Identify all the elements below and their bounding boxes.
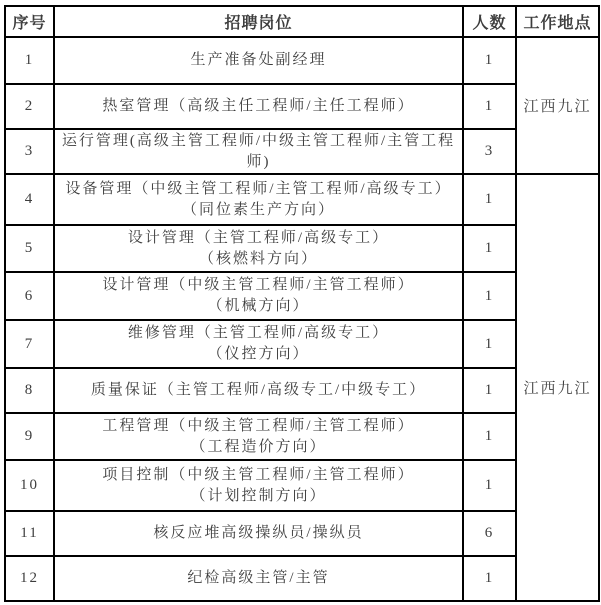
position-line: （工程造价方向）: [190, 438, 327, 455]
table-row: [5, 556, 599, 601]
row-number: 2: [5, 84, 54, 129]
position-cell: [54, 320, 463, 368]
position-cell: [54, 413, 463, 460]
position-line: （机械方向）: [207, 298, 310, 314]
header-cell-position: 招聘岗位: [54, 6, 463, 37]
headcount-cell: 1: [463, 272, 516, 320]
headcount-cell: 6: [463, 511, 516, 556]
row-number: 1: [5, 37, 54, 84]
headcount-cell: 1: [463, 84, 516, 129]
position-cell: [54, 129, 463, 174]
position-line: 核反应堆高级操纵员/操纵员: [153, 525, 364, 541]
headcount-cell: 1: [463, 460, 516, 511]
position-cell: [54, 460, 463, 511]
position-line: 设计管理（主管工程师/高级专工）: [127, 229, 390, 246]
headcount-cell: 1: [463, 368, 516, 413]
table-header-row: [5, 6, 599, 37]
position-line: 运行管理(高级主管工程师/中级主管工程师/主管工程师): [61, 132, 456, 170]
table-row: [5, 129, 599, 174]
row-number: 10: [5, 460, 54, 511]
row-number: 6: [5, 272, 54, 320]
position-line: 热室管理（高级主任工程师/主任工程师）: [102, 98, 415, 114]
header-cell-location: 工作地点: [516, 6, 599, 37]
row-number: 8: [5, 368, 54, 413]
position-line: 质量保证（主管工程师/高级专工/中级专工）: [90, 382, 427, 398]
header-cell-no: 序号: [5, 6, 54, 37]
position-cell: [54, 84, 463, 129]
position-cell: [54, 174, 463, 225]
row-number: 9: [5, 413, 54, 460]
table-row: [5, 272, 599, 320]
position-line: （同位素生产方向）: [181, 201, 335, 218]
headcount-cell: 1: [463, 556, 516, 601]
position-cell: [54, 556, 463, 601]
headcount-cell: 3: [463, 129, 516, 174]
table-row: [5, 37, 599, 84]
position-cell: [54, 225, 463, 272]
headcount-cell: 1: [463, 320, 516, 368]
table-row: [5, 511, 599, 556]
position-line: 维修管理（主管工程师/高级专工）: [127, 325, 390, 341]
table-row: [5, 320, 599, 368]
table-row: [5, 413, 599, 460]
table-row: [5, 225, 599, 272]
position-line: （计划控制方向）: [190, 487, 327, 504]
position-line: （仪控方向）: [207, 346, 310, 362]
row-number: 5: [5, 225, 54, 272]
table-row: [5, 84, 599, 129]
position-line: 项目控制（中级主管工程师/主管工程师）: [102, 466, 415, 483]
row-number: 12: [5, 556, 54, 601]
location-cell: 江西九江: [516, 174, 599, 601]
row-number: 3: [5, 129, 54, 174]
row-number: 7: [5, 320, 54, 368]
headcount-cell: 1: [463, 413, 516, 460]
header-cell-count: 人数: [463, 6, 516, 37]
row-number: 4: [5, 174, 54, 225]
table-row: [5, 368, 599, 413]
recruitment-table: [4, 5, 600, 602]
position-line: 设备管理（中级主管工程师/主管工程师/高级专工）: [65, 180, 452, 197]
position-line: （核燃料方向）: [198, 250, 318, 267]
position-cell: [54, 37, 463, 84]
location-cell: 江西九江: [516, 37, 599, 174]
headcount-cell: 1: [463, 174, 516, 225]
table-row: [5, 460, 599, 511]
position-line: 设计管理（中级主管工程师/主管工程师）: [102, 277, 415, 293]
position-line: 纪检高级主管/主管: [187, 570, 330, 586]
position-line: 生产准备处副经理: [190, 52, 327, 68]
headcount-cell: 1: [463, 225, 516, 272]
position-cell: [54, 272, 463, 320]
table-row: [5, 174, 599, 225]
position-cell: [54, 368, 463, 413]
headcount-cell: 1: [463, 37, 516, 84]
position-cell: [54, 511, 463, 556]
row-number: 11: [5, 511, 54, 556]
position-line: 工程管理（中级主管工程师/主管工程师）: [102, 417, 415, 434]
